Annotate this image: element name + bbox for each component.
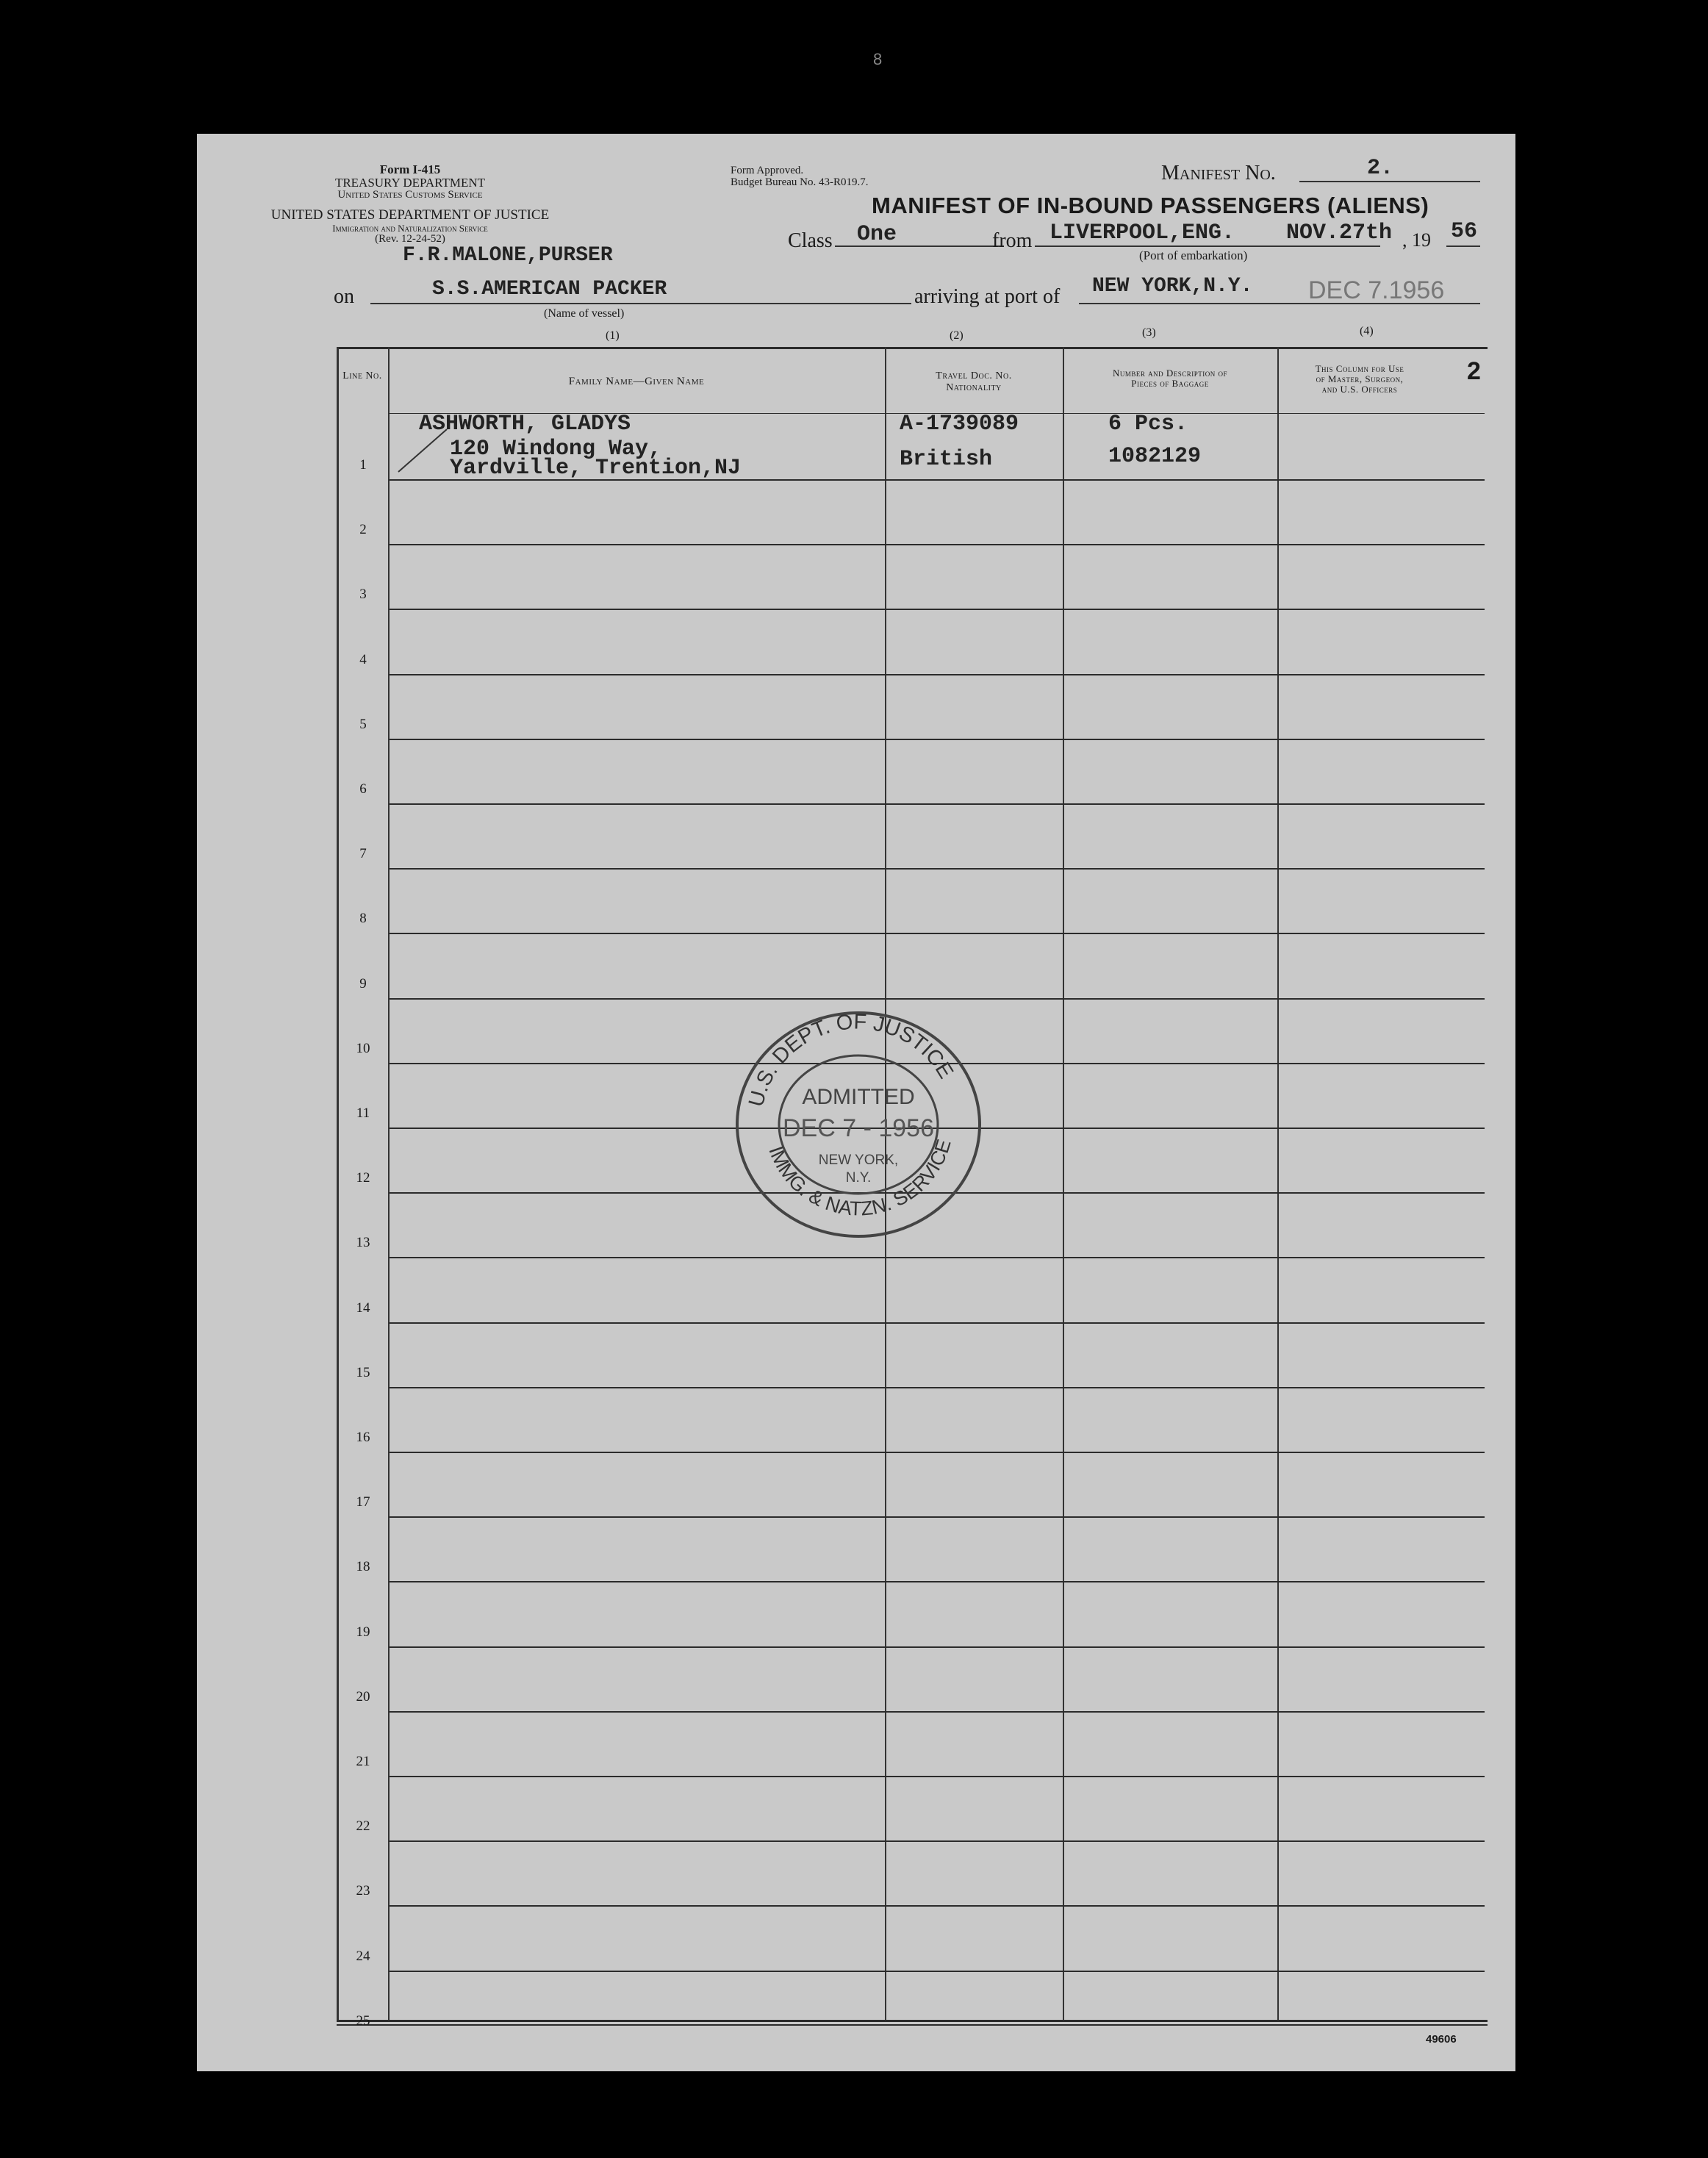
purser-name: F.R.MALONE,PURSER — [403, 244, 613, 267]
manifest-title: MANIFEST OF IN-BOUND PASSENGERS (ALIENS) — [872, 193, 1429, 218]
column-number-2: (2) — [950, 329, 964, 342]
top-mark: 8 — [873, 50, 883, 68]
department-of-justice: UNITED STATES DEPARTMENT OF JUSTICE — [270, 207, 550, 223]
manifest-page — [197, 134, 1515, 2071]
row-separator — [390, 933, 1485, 934]
treasury-department: TREASURY DEPARTMENT — [334, 176, 486, 190]
pen-stroke — [395, 425, 454, 476]
line-number: 8 — [359, 911, 367, 927]
embarkation-date: NOV.27th — [1286, 221, 1393, 245]
row-separator — [390, 1322, 1485, 1324]
column-number-4: (4) — [1360, 325, 1374, 337]
line-number: 4 — [359, 651, 367, 667]
form-code: 49606 — [1426, 2033, 1457, 2046]
year-value: 56 — [1451, 219, 1478, 244]
column-header-nationality: Nationality — [946, 382, 1002, 393]
line-number: 2 — [359, 522, 367, 538]
port-of-embarkation: LIVERPOOL,ENG. — [1049, 221, 1235, 245]
stamp-bottom-arc: IMMG. & NATZN. SERVICE — [764, 1136, 955, 1220]
line-number: 10 — [356, 1040, 370, 1056]
column-header-baggage: Number and Description of — [1112, 368, 1228, 379]
port-embarkation-caption: (Port of embarkation) — [1139, 248, 1248, 262]
column-header-travel-doc: Travel Doc. No. — [936, 370, 1012, 381]
side-page-mark: 2 — [1467, 357, 1481, 385]
line-number: 19 — [356, 1624, 370, 1640]
line-number: 11 — [356, 1105, 370, 1121]
line-number: 24 — [356, 1948, 370, 1964]
line-number: 22 — [356, 1818, 370, 1835]
row-separator — [390, 739, 1485, 740]
column-header-officers: This Column for Use — [1315, 363, 1404, 374]
line-number: 14 — [356, 1300, 370, 1316]
column-header-baggage-2: Pieces of Baggage — [1131, 378, 1209, 389]
row-separator — [390, 1257, 1485, 1258]
column-header-officers-3: and U.S. Officers — [1321, 384, 1398, 395]
line-number: 16 — [356, 1430, 370, 1445]
line-number: 6 — [359, 781, 367, 797]
stamp-admitted: ADMITTED — [802, 1085, 915, 1109]
row-separator — [390, 998, 1485, 1000]
row-separator — [390, 674, 1485, 675]
vessel-caption: (Name of vessel) — [544, 307, 625, 320]
stamp-city: NEW YORK, — [818, 1153, 899, 1168]
baggage-pieces: 6 Pcs. — [1108, 412, 1188, 437]
form-approved: Form Approved. — [731, 165, 804, 176]
column-number-1: (1) — [606, 329, 620, 342]
line-number: 23 — [356, 1883, 370, 1899]
row-separator — [390, 1840, 1485, 1842]
row-separator — [390, 1776, 1485, 1777]
column-header-name: Family Name—Given Name — [568, 376, 705, 387]
line-number: 7 — [359, 846, 367, 862]
arriving-label: arriving at port of — [914, 285, 1061, 308]
passenger-name: ASHWORTH, GLADYS — [419, 412, 631, 437]
budget-bureau: Budget Bureau No. 43-R019.7. — [731, 176, 869, 188]
arrival-port: NEW YORK,N.Y. — [1092, 275, 1253, 298]
line-number: 1 — [359, 457, 367, 473]
line-number: 18 — [356, 1559, 370, 1575]
row-separator — [390, 1711, 1485, 1713]
column-header-officers-2: of Master, Surgeon, — [1316, 373, 1404, 384]
row-separator — [390, 1452, 1485, 1453]
vessel-name: S.S.AMERICAN PACKER — [432, 278, 667, 301]
manifest-no-value: 2. — [1367, 156, 1394, 181]
manifest-no-label: Manifest No. — [1161, 162, 1276, 184]
nationality: British — [900, 447, 993, 472]
row-separator — [390, 609, 1485, 610]
stamp-top-arc: U.S. DEPT. OF JUSTICE — [744, 1010, 958, 1110]
row-separator — [390, 1387, 1485, 1388]
on-label: on — [334, 285, 354, 308]
line-number: 20 — [356, 1688, 370, 1704]
year-prefix: , 19 — [1402, 229, 1431, 251]
line-number: 9 — [359, 975, 367, 992]
travel-doc-number: A-1739089 — [900, 412, 1019, 437]
row-separator — [390, 544, 1485, 545]
row-separator — [390, 1516, 1485, 1518]
stamp-date: DEC 7 - 1956 — [783, 1114, 934, 1142]
row-separator — [390, 868, 1485, 870]
ins-label: Immigration and Naturalization Service — [332, 223, 488, 234]
column-number-3: (3) — [1142, 326, 1156, 339]
row-separator — [390, 803, 1485, 805]
row-separator — [390, 1971, 1485, 1972]
arrival-date-stamp: DEC 7.1956 — [1308, 276, 1445, 304]
class-value: One — [857, 222, 897, 247]
line-number: 5 — [359, 716, 367, 732]
customs-service: United States Customs Service — [337, 189, 483, 201]
column-header-line-no: Line No. — [342, 370, 382, 381]
baggage-number: 1082129 — [1108, 444, 1202, 469]
form-number: Form I-415 — [379, 162, 441, 176]
passenger-address-2: Yardville, Trention,NJ — [450, 456, 742, 481]
line-number: 15 — [356, 1364, 370, 1380]
admitted-stamp — [732, 1007, 982, 1241]
stamp-state: N.Y. — [845, 1170, 872, 1186]
line-number: 25 — [356, 2012, 370, 2029]
line-number: 12 — [356, 1170, 370, 1186]
row-separator — [390, 1581, 1485, 1582]
row-separator — [390, 1905, 1485, 1907]
line-number: 3 — [359, 587, 367, 603]
revision: (Rev. 12-24-52) — [375, 233, 445, 245]
passenger-address-1: 120 Windong Way, — [450, 437, 662, 462]
line-number: 21 — [356, 1754, 370, 1769]
from-label: from — [992, 229, 1033, 252]
row-separator — [390, 1646, 1485, 1648]
class-label: Class — [788, 229, 833, 252]
line-number: 17 — [356, 1494, 370, 1510]
line-number: 13 — [356, 1235, 370, 1251]
